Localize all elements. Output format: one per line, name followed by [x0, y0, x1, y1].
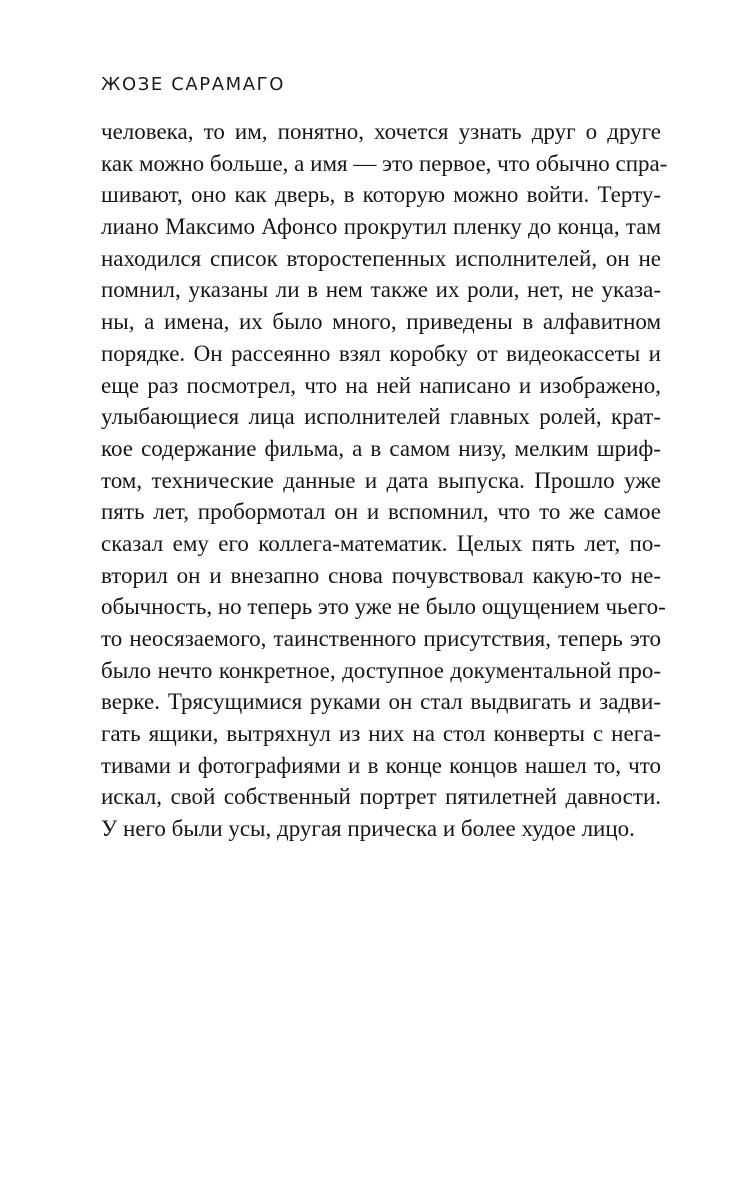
text-line: обычность, но теперь это уже не было ощущением чьего-: [101, 594, 666, 620]
text-line: ны, а имена, их было много, приведены в алфавитном: [101, 309, 661, 335]
text-line: шивают, оно как дверь, в которую можно войти. Терту-: [101, 182, 661, 208]
text-line: гать ящики, вытряхнул из них на стол конверты с нега-: [101, 721, 661, 747]
text-line: тивами и фотографиями и в конце концов нашел то, что: [101, 752, 661, 778]
text-line: то неосязаемого, таинственного присутствия, теперь это: [101, 626, 661, 651]
text-line: искал, свой собственный портрет пятилетней давности.: [101, 784, 661, 810]
text-line: лиано Максимо Афонсо прокрутил пленку до конца, там: [101, 214, 661, 240]
text-line: сказал ему его коллега-математик. Целых пять лет, по-: [101, 530, 661, 556]
text-line: том, технические данные и дата выпуска. Прошло уже: [101, 467, 661, 493]
text-line: кое содержание фильма, а в самом низу, мелким шриф-: [101, 435, 661, 461]
text-line: вторил он и внезапно снова почувствовал какую-то не-: [101, 562, 661, 588]
text-line: улыбающиеся лица исполнителей главных ролей, крат-: [101, 404, 661, 430]
text-line: пять лет, пробормотал он и вспомнил, что то же самое: [101, 499, 661, 525]
text-line: находился список второстепенных исполнителей, он не: [101, 245, 661, 271]
body-text: [101, 116, 668, 845]
text-line: было нечто конкретное, доступное документальной про-: [101, 657, 661, 683]
text-line: человека, то им, понятно, хочется узнать друг о друге: [101, 119, 661, 144]
running-head-author: ЖОЗЕ САРАМАГО: [101, 74, 286, 95]
text-line: как можно больше, а имя — это первое, что обычно спра-: [101, 150, 668, 176]
text-line: У него были усы, другая прическа и более худое лицо.: [101, 816, 635, 842]
text-line: порядке. Он рассеянно взял коробку от видеокассеты и: [101, 340, 661, 366]
text-line: еще раз посмотрел, что на ней написано и изображено,: [101, 372, 661, 398]
text-line: помнил, указаны ли в нем также их роли, нет, не указа-: [101, 277, 661, 303]
text-line: верке. Трясущимися руками он стал выдвигать и задви-: [101, 689, 661, 715]
